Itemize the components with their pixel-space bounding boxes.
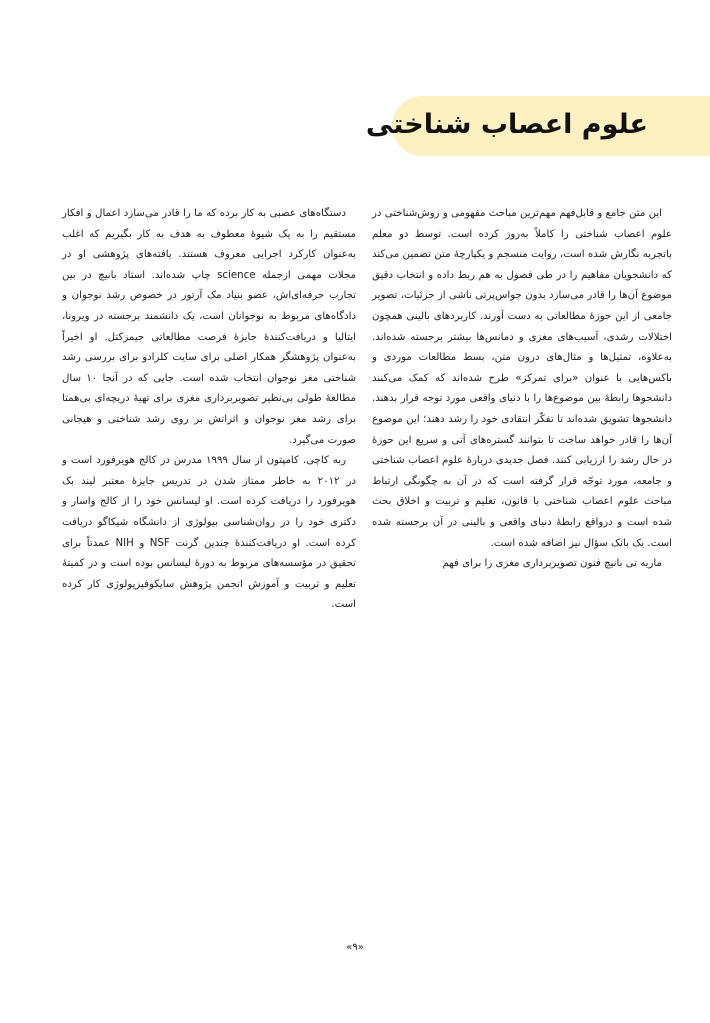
paragraph-author-intro: ماریه تی بانیچ فنون تصویربرداری مغزی را برای فهم	[442, 558, 662, 570]
paragraph-compton-bio: ربه کاچی. کامپتون از سال ۱۹۹۹ مدرس در کالج هویرفورد است و در ۲۰۱۲ به خاطر ممتاز شدن در تدریس جایزهٔ معتبر لیند بک هویرفورد را دریافت کرده است. او لیسانس خود را از کالج واسار و دکتری خود را در روان‌شناسی بیولوژی از دانشگاه شیکاگو دریافت کرده است. او دریافت‌کنندهٔ چندین گرنت NSF و NIH عمدتاً برای تحقیق در مؤسسه‌های مربوط به دورهٔ لیسانس بوده است و در کمیتهٔ تعلیم و تربیت و آموزش انجمن پژوهش سایکوفیزیولوژی کار کرده است.	[62, 455, 356, 611]
text-column-left	[62, 204, 356, 616]
paragraph-banich-bio: دستگاه‌های عصبی به کار برده که ما را قادر می‌سازد اعمال و افکار مستقیم را به یک شیوهٔ معطوف به هدف به کار بگیریم که اغلب به‌عنوان کارکرد اجرایی معروف هستند. یافته‌های پژوهشی او در مجلات مهمی ازجمله science چاپ شده‌اند. استاد بانیچ در بین تجارب حرفه‌ای‌اش، عضو بنیاد مک آرتور در خصوص رشد نوجوان و دادگاه‌های مربوط به نوجوانان است، یک دانشمند برجسته در ویرونا، ایتالیا و دریافت‌کنندهٔ جایزهٔ فرصت مطالعاتی جیمزکتل. او اخیراً به‌عنوان پژوهشگر همکار اصلی برای سایت کلرادو برای بررسی رشد شناختی مغز نوجوان انتخاب شده است. جایی که در آنجا ۱۰ سال مطالعهٔ طولی بی‌نظیر تصویربرداری مغزی برای تهیهٔ دریچه‌ای بی‌همتا برای رشد مغز نوجوان و اثراتش بر روی رشد شناختی و هیجانی صورت می‌گیرد.	[62, 208, 356, 446]
page-number: «۹»	[346, 942, 364, 953]
text-column-right	[372, 204, 672, 575]
paragraph-intro: این متن جامع و قابل‌فهم مهم‌ترین مباحث مفهومی و روش‌شناختی در علوم اعصاب شناختی را کاملاً به‌روز کرده است. توسط دو معلم باتجربه نگارش شده است، روایت منسجم و یکپارچهٔ متن تضمین می‌کند که دانشجویان مفاهیم را در طی فصول به هم ربط داده و انتخاب دقیق موضوع آن‌ها را قادر می‌سازد بدون حواس‌پرتی ناشی از جزئیات، تصویر جامعی از این حوزهٔ مطالعاتی به دست آورند. کاربردهای بالینی همچون اختلالات رشدی، آسیب‌های مغزی و دمانس‌ها بیشتر برجسته شده‌اند. به‌علاوه، تمثیل‌ها و مثال‌های درون متن، بسط مطالعات موردی و باکس‌هایی با عنوان «برای تمرکز» طرح شده‌اند که کمک می‌کنند دانشجوها رابطهٔ بین موضوع‌ها را با دنیای واقعی مورد توجه قرار بدهند. دانشجوها تشویق شده‌اند تا تفکّر انتقادی خود را رشد دهند؛ این موضوع آن‌ها را قادر خواهد ساخت تا بتوانند گستره‌های آتی و سریع این حوزهٔ در حال رشد را ارزیابی کنند. فصل جدیدی دربارهٔ علوم اعصاب شناختی و جامعه، مورد توجّه قرار گرفته است که در آن به چگونگی ارتباط مباحث علوم اعصاب شناختی با قانون، تعلیم و تربیت و اخلاق بحث شده است و درواقع رابطهٔ دنیای واقعی و بالینی در آن برجسته شده است. یک بانک سؤال نیز اضافه شده است.	[372, 208, 672, 549]
chapter-title: علوم اعصاب شناختی	[365, 109, 648, 140]
